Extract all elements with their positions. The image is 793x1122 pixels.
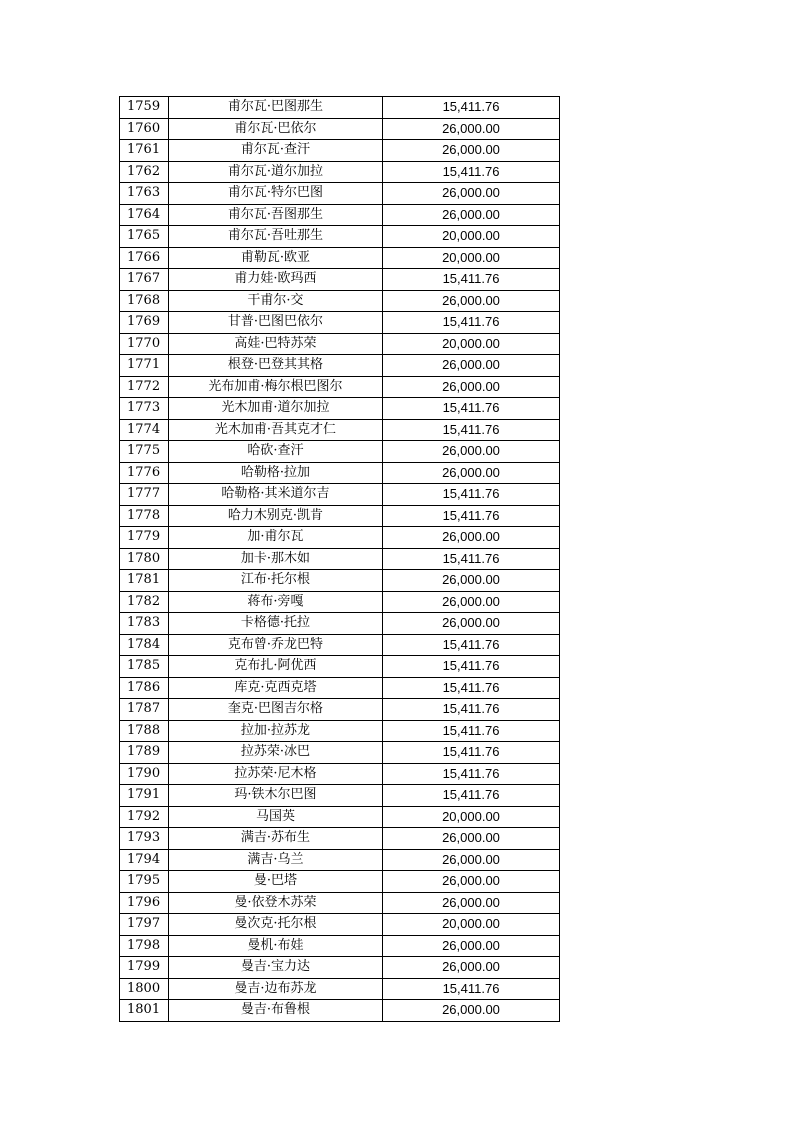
row-number-cell: 1789 bbox=[120, 742, 169, 764]
name-cell: 根登·巴登其其格 bbox=[169, 355, 383, 377]
row-number-cell: 1793 bbox=[120, 828, 169, 850]
name-cell: 满吉·苏布生 bbox=[169, 828, 383, 850]
name-cell: 哈力木别克·凯肯 bbox=[169, 505, 383, 527]
name-cell: 江布·托尔根 bbox=[169, 570, 383, 592]
table-row bbox=[120, 914, 560, 936]
amount-cell: 26,000.00 bbox=[383, 892, 560, 914]
table-row bbox=[120, 247, 560, 269]
amount-cell: 15,411.76 bbox=[383, 505, 560, 527]
amount-cell: 15,411.76 bbox=[383, 742, 560, 764]
amount-cell: 26,000.00 bbox=[383, 204, 560, 226]
table-row bbox=[120, 398, 560, 420]
table-row bbox=[120, 806, 560, 828]
row-number-cell: 1765 bbox=[120, 226, 169, 248]
table-row bbox=[120, 634, 560, 656]
name-cell: 甫尔瓦·巴图那生 bbox=[169, 97, 383, 119]
amount-cell: 26,000.00 bbox=[383, 441, 560, 463]
name-cell: 甫尔瓦·吾图那生 bbox=[169, 204, 383, 226]
table-row bbox=[120, 97, 560, 119]
table-row bbox=[120, 677, 560, 699]
table-row bbox=[120, 871, 560, 893]
table-row bbox=[120, 269, 560, 291]
table-row bbox=[120, 312, 560, 334]
table-row bbox=[120, 290, 560, 312]
amount-cell: 26,000.00 bbox=[383, 527, 560, 549]
name-cell: 光木加甫·道尔加拉 bbox=[169, 398, 383, 420]
row-number-cell: 1763 bbox=[120, 183, 169, 205]
row-number-cell: 1799 bbox=[120, 957, 169, 979]
table-row bbox=[120, 226, 560, 248]
table-row bbox=[120, 613, 560, 635]
name-cell: 光木加甫·吾其克才仁 bbox=[169, 419, 383, 441]
row-number-cell: 1796 bbox=[120, 892, 169, 914]
amount-cell: 26,000.00 bbox=[383, 935, 560, 957]
name-cell: 曼·依登木苏荣 bbox=[169, 892, 383, 914]
table-row bbox=[120, 591, 560, 613]
name-cell: 卡格德·托拉 bbox=[169, 613, 383, 635]
name-cell: 甫力娃·欧玛西 bbox=[169, 269, 383, 291]
row-number-cell: 1760 bbox=[120, 118, 169, 140]
name-cell: 哈勒格·拉加 bbox=[169, 462, 383, 484]
amount-cell: 15,411.76 bbox=[383, 763, 560, 785]
amount-cell: 26,000.00 bbox=[383, 570, 560, 592]
table-row bbox=[120, 742, 560, 764]
payment-table bbox=[119, 96, 560, 1022]
amount-cell: 26,000.00 bbox=[383, 591, 560, 613]
name-cell: 光布加甫·梅尔根巴图尔 bbox=[169, 376, 383, 398]
row-number-cell: 1776 bbox=[120, 462, 169, 484]
row-number-cell: 1779 bbox=[120, 527, 169, 549]
amount-cell: 15,411.76 bbox=[383, 419, 560, 441]
name-cell: 曼次克·托尔根 bbox=[169, 914, 383, 936]
table-row bbox=[120, 978, 560, 1000]
table-row bbox=[120, 140, 560, 162]
row-number-cell: 1759 bbox=[120, 97, 169, 119]
amount-cell: 15,411.76 bbox=[383, 720, 560, 742]
row-number-cell: 1780 bbox=[120, 548, 169, 570]
amount-cell: 26,000.00 bbox=[383, 613, 560, 635]
table-row bbox=[120, 204, 560, 226]
amount-cell: 20,000.00 bbox=[383, 247, 560, 269]
row-number-cell: 1762 bbox=[120, 161, 169, 183]
table-row bbox=[120, 656, 560, 678]
row-number-cell: 1769 bbox=[120, 312, 169, 334]
row-number-cell: 1761 bbox=[120, 140, 169, 162]
name-cell: 曼机·布娃 bbox=[169, 935, 383, 957]
row-number-cell: 1798 bbox=[120, 935, 169, 957]
name-cell: 甘普·巴图巴依尔 bbox=[169, 312, 383, 334]
name-cell: 马国英 bbox=[169, 806, 383, 828]
row-number-cell: 1782 bbox=[120, 591, 169, 613]
row-number-cell: 1787 bbox=[120, 699, 169, 721]
name-cell: 加·甫尔瓦 bbox=[169, 527, 383, 549]
row-number-cell: 1788 bbox=[120, 720, 169, 742]
table-row bbox=[120, 892, 560, 914]
row-number-cell: 1786 bbox=[120, 677, 169, 699]
row-number-cell: 1800 bbox=[120, 978, 169, 1000]
amount-cell: 20,000.00 bbox=[383, 806, 560, 828]
amount-cell: 26,000.00 bbox=[383, 462, 560, 484]
table-row bbox=[120, 441, 560, 463]
amount-cell: 26,000.00 bbox=[383, 183, 560, 205]
amount-cell: 15,411.76 bbox=[383, 699, 560, 721]
row-number-cell: 1777 bbox=[120, 484, 169, 506]
name-cell: 曼·巴塔 bbox=[169, 871, 383, 893]
table-row bbox=[120, 1000, 560, 1022]
table-row bbox=[120, 849, 560, 871]
name-cell: 拉加·拉苏龙 bbox=[169, 720, 383, 742]
table-row bbox=[120, 699, 560, 721]
name-cell: 甫尔瓦·查汗 bbox=[169, 140, 383, 162]
row-number-cell: 1773 bbox=[120, 398, 169, 420]
amount-cell: 26,000.00 bbox=[383, 957, 560, 979]
table-body bbox=[120, 97, 560, 1022]
name-cell: 曼吉·边布苏龙 bbox=[169, 978, 383, 1000]
row-number-cell: 1772 bbox=[120, 376, 169, 398]
name-cell: 哈勒格·其米道尔吉 bbox=[169, 484, 383, 506]
row-number-cell: 1775 bbox=[120, 441, 169, 463]
amount-cell: 15,411.76 bbox=[383, 97, 560, 119]
amount-cell: 15,411.76 bbox=[383, 312, 560, 334]
table-row bbox=[120, 484, 560, 506]
table-row bbox=[120, 527, 560, 549]
table-row bbox=[120, 118, 560, 140]
amount-cell: 26,000.00 bbox=[383, 140, 560, 162]
amount-cell: 15,411.76 bbox=[383, 398, 560, 420]
amount-cell: 15,411.76 bbox=[383, 677, 560, 699]
amount-cell: 26,000.00 bbox=[383, 871, 560, 893]
row-number-cell: 1781 bbox=[120, 570, 169, 592]
table-row bbox=[120, 419, 560, 441]
name-cell: 拉苏荣·冰巴 bbox=[169, 742, 383, 764]
table-row bbox=[120, 720, 560, 742]
amount-cell: 20,000.00 bbox=[383, 333, 560, 355]
name-cell: 干甫尔·交 bbox=[169, 290, 383, 312]
table-row bbox=[120, 376, 560, 398]
amount-cell: 26,000.00 bbox=[383, 355, 560, 377]
amount-cell: 20,000.00 bbox=[383, 226, 560, 248]
name-cell: 高娃·巴特苏荣 bbox=[169, 333, 383, 355]
table-row bbox=[120, 957, 560, 979]
amount-cell: 15,411.76 bbox=[383, 484, 560, 506]
row-number-cell: 1770 bbox=[120, 333, 169, 355]
row-number-cell: 1783 bbox=[120, 613, 169, 635]
amount-cell: 15,411.76 bbox=[383, 548, 560, 570]
row-number-cell: 1795 bbox=[120, 871, 169, 893]
name-cell: 甫尔瓦·道尔加拉 bbox=[169, 161, 383, 183]
table-row bbox=[120, 828, 560, 850]
row-number-cell: 1784 bbox=[120, 634, 169, 656]
name-cell: 满吉·乌兰 bbox=[169, 849, 383, 871]
amount-cell: 15,411.76 bbox=[383, 978, 560, 1000]
row-number-cell: 1771 bbox=[120, 355, 169, 377]
table-row bbox=[120, 161, 560, 183]
name-cell: 蒋布·旁嘎 bbox=[169, 591, 383, 613]
name-cell: 曼吉·布鲁根 bbox=[169, 1000, 383, 1022]
name-cell: 甫尔瓦·特尔巴图 bbox=[169, 183, 383, 205]
row-number-cell: 1797 bbox=[120, 914, 169, 936]
name-cell: 曼吉·宝力达 bbox=[169, 957, 383, 979]
row-number-cell: 1801 bbox=[120, 1000, 169, 1022]
row-number-cell: 1778 bbox=[120, 505, 169, 527]
document-page bbox=[119, 96, 560, 1022]
name-cell: 甫尔瓦·吾吐那生 bbox=[169, 226, 383, 248]
amount-cell: 15,411.76 bbox=[383, 269, 560, 291]
name-cell: 玛·铁木尔巴图 bbox=[169, 785, 383, 807]
amount-cell: 15,411.76 bbox=[383, 634, 560, 656]
row-number-cell: 1785 bbox=[120, 656, 169, 678]
name-cell: 拉苏荣·尼木格 bbox=[169, 763, 383, 785]
amount-cell: 20,000.00 bbox=[383, 914, 560, 936]
name-cell: 库克·克西克塔 bbox=[169, 677, 383, 699]
name-cell: 克布扎·阿优西 bbox=[169, 656, 383, 678]
amount-cell: 15,411.76 bbox=[383, 656, 560, 678]
table-row bbox=[120, 462, 560, 484]
row-number-cell: 1774 bbox=[120, 419, 169, 441]
amount-cell: 26,000.00 bbox=[383, 376, 560, 398]
amount-cell: 26,000.00 bbox=[383, 118, 560, 140]
name-cell: 奎克·巴图吉尔格 bbox=[169, 699, 383, 721]
name-cell: 甫勒瓦·欧亚 bbox=[169, 247, 383, 269]
table-row bbox=[120, 505, 560, 527]
table-row bbox=[120, 570, 560, 592]
row-number-cell: 1790 bbox=[120, 763, 169, 785]
row-number-cell: 1792 bbox=[120, 806, 169, 828]
name-cell: 甫尔瓦·巴依尔 bbox=[169, 118, 383, 140]
table-row bbox=[120, 785, 560, 807]
row-number-cell: 1764 bbox=[120, 204, 169, 226]
name-cell: 哈砍·查汗 bbox=[169, 441, 383, 463]
table-row bbox=[120, 183, 560, 205]
row-number-cell: 1794 bbox=[120, 849, 169, 871]
table-row bbox=[120, 355, 560, 377]
amount-cell: 26,000.00 bbox=[383, 290, 560, 312]
amount-cell: 26,000.00 bbox=[383, 828, 560, 850]
amount-cell: 15,411.76 bbox=[383, 161, 560, 183]
amount-cell: 26,000.00 bbox=[383, 849, 560, 871]
amount-cell: 26,000.00 bbox=[383, 1000, 560, 1022]
row-number-cell: 1766 bbox=[120, 247, 169, 269]
table-row bbox=[120, 935, 560, 957]
table-row bbox=[120, 763, 560, 785]
row-number-cell: 1767 bbox=[120, 269, 169, 291]
row-number-cell: 1768 bbox=[120, 290, 169, 312]
table-row bbox=[120, 548, 560, 570]
table-row bbox=[120, 333, 560, 355]
amount-cell: 15,411.76 bbox=[383, 785, 560, 807]
row-number-cell: 1791 bbox=[120, 785, 169, 807]
name-cell: 加卡·那木如 bbox=[169, 548, 383, 570]
name-cell: 克布曾·乔龙巴特 bbox=[169, 634, 383, 656]
